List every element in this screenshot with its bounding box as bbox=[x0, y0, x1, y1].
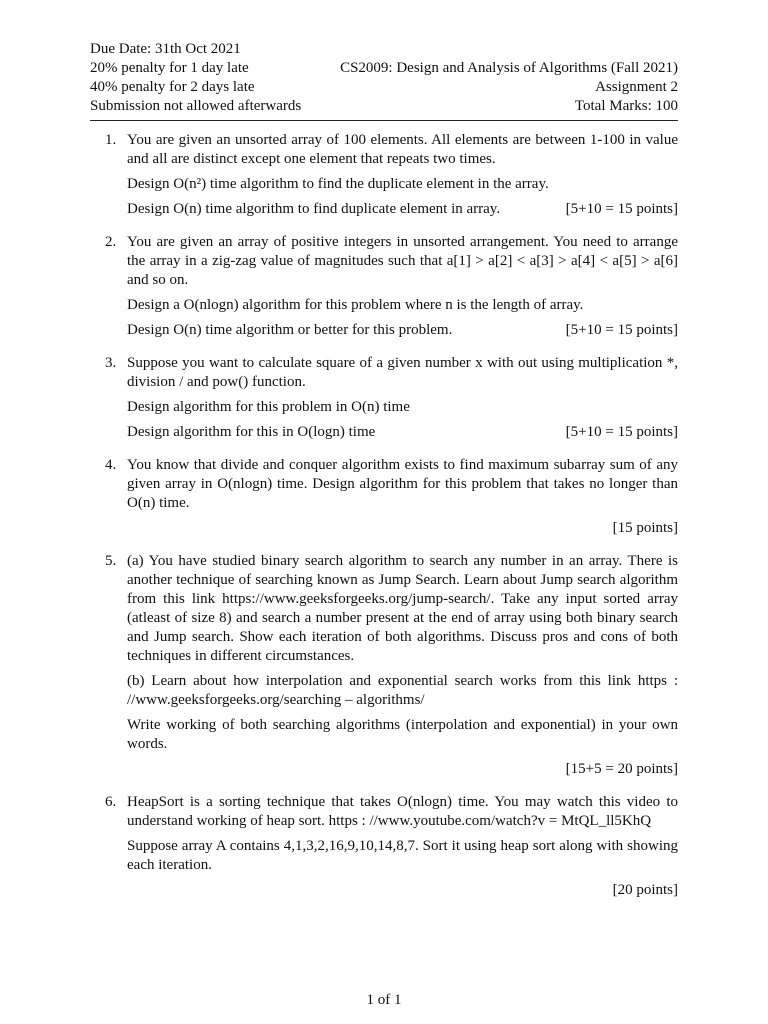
penalty-1: 20% penalty for 1 day late bbox=[90, 60, 249, 76]
header bbox=[90, 40, 678, 121]
question-1 bbox=[90, 131, 678, 219]
page-number: 1 of 1 bbox=[366, 992, 402, 1008]
question-2 bbox=[90, 233, 678, 340]
question-number: 6. bbox=[105, 794, 117, 810]
question-number: 1. bbox=[105, 132, 117, 148]
question-6 bbox=[90, 793, 678, 900]
question-part: Suppose array A contains 4,1,3,2,16,9,10,14,8,7. Sort it using heap sort along with showing each iteration. bbox=[127, 838, 678, 873]
question-part: Design a O(nlogn) algorithm for this problem where n is the length of array. bbox=[127, 297, 584, 313]
total-marks: Total Marks: 100 bbox=[574, 98, 678, 114]
question-intro: You are given an unsorted array of 100 elements. All elements are between 1-100 in value and all are distinct except one element that repeats two times. bbox=[127, 132, 678, 167]
question-3 bbox=[90, 354, 678, 442]
question-part: Design O(n) time algorithm to find duplicate element in array. bbox=[127, 201, 501, 217]
question-points: [5+10 = 15 points] bbox=[565, 201, 678, 217]
question-number: 5. bbox=[105, 553, 117, 569]
question-part: Design algorithm for this problem in O(n) time bbox=[127, 399, 410, 415]
question-intro: You are given an array of positive integers in unsorted arrangement. You need to arrange the array in a zig-zag value of magnitudes such that a[1] > a[2] < a[3] > a[4] < a[5] > a[6] and so on. bbox=[127, 234, 678, 288]
question-points: [5+10 = 15 points] bbox=[565, 322, 678, 338]
question-list bbox=[90, 131, 678, 900]
question-4 bbox=[90, 456, 678, 538]
question-intro: You know that divide and conquer algorithm exists to find maximum subarray sum of any given array in O(nlogn) time. Design algorithm for this problem that takes no longer than O(n) time. bbox=[127, 457, 678, 511]
question-points: [15 points] bbox=[612, 520, 678, 536]
assignment-number: Assignment 2 bbox=[595, 79, 678, 95]
course-title: CS2009: Design and Analysis of Algorithms (Fall 2021) bbox=[340, 60, 678, 76]
assignment-page bbox=[90, 40, 678, 914]
question-points: [15+5 = 20 points] bbox=[565, 761, 678, 777]
question-part: Design O(n) time algorithm or better for this problem. bbox=[127, 322, 453, 338]
question-part: Design O(n²) time algorithm to find the duplicate element in the array. bbox=[127, 176, 549, 192]
question-intro: Suppose you want to calculate square of a given number x with out using multiplication *, division / and pow() function. bbox=[127, 355, 678, 390]
question-5 bbox=[90, 552, 678, 779]
penalty-2: 40% penalty for 2 days late bbox=[90, 79, 255, 95]
question-part: Design algorithm for this in O(logn) time bbox=[127, 424, 376, 440]
question-number: 4. bbox=[105, 457, 117, 473]
due-date: Due Date: 31th Oct 2021 bbox=[90, 41, 241, 57]
question-intro: HeapSort is a sorting technique that takes O(nlogn) time. You may watch this video to understand working of heap sort. https : //www.youtube.com/watch?v = MtQL_ll5KhQ bbox=[127, 794, 678, 829]
question-part: Write working of both searching algorithms (interpolation and exponential) in your own words. bbox=[127, 717, 678, 752]
question-number: 3. bbox=[105, 355, 117, 371]
question-number: 2. bbox=[105, 234, 117, 250]
question-points: [5+10 = 15 points] bbox=[565, 424, 678, 440]
question-points: [20 points] bbox=[612, 882, 678, 898]
question-part: (a) You have studied binary search algorithm to search any number in an array. There is another technique of searching known as Jump Search. Learn about Jump search algorithm from this link https://www.geeksforgeeks.org/jump-search/. Take any input sorted array (atleast of size 8) and search a number present at the end of array using both binary search and Jump search. Show each iteration of both algorithms. Discuss pros and cons of both techniques in different circumstances. bbox=[127, 553, 678, 664]
header-rule bbox=[90, 120, 678, 121]
submission-note: Submission not allowed afterwards bbox=[90, 98, 302, 114]
question-part: (b) Learn about how interpolation and exponential search works from this link https : //www.geeksforgeeks.org/searching – algorithms/ bbox=[127, 673, 678, 708]
